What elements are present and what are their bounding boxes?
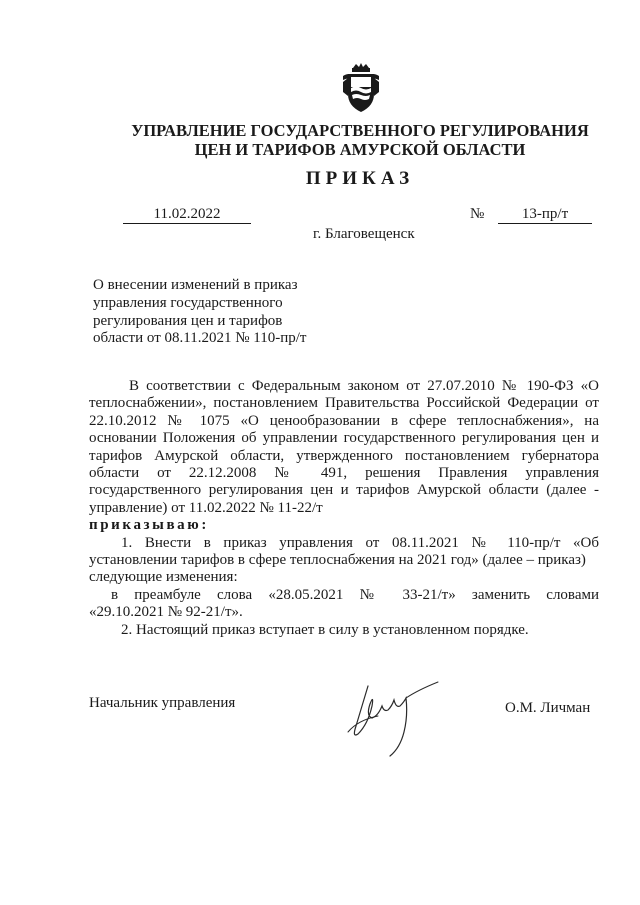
preamble-line: основании Положения об управлении государственного регулирования цен и bbox=[89, 430, 599, 447]
item-1-change-line: «29.10.2021 № 92-21/т». bbox=[89, 604, 243, 621]
coat-of-arms-icon bbox=[339, 62, 383, 114]
preamble-line: государственного регулирования цен и тарифов Амурской области (далее - bbox=[89, 482, 599, 499]
subject-block bbox=[93, 277, 306, 348]
preamble-line: тарифов Амурской области, утвержденного постановлением губернатора bbox=[89, 447, 599, 464]
signer-name: О.М. Личман bbox=[505, 700, 591, 716]
item-1-line: 1. Внести в приказ управления от 08.11.2021 № 110-пр/т «Об bbox=[121, 534, 599, 551]
subject-line: управления государственного bbox=[93, 294, 283, 311]
document-date: 11.02.2022 bbox=[123, 206, 251, 224]
item-1-line: следующие изменения: bbox=[89, 569, 238, 586]
authority-line-2: ЦЕН И ТАРИФОВ АМУРСКОЙ ОБЛАСТИ bbox=[194, 140, 526, 159]
document-body bbox=[89, 378, 599, 639]
subject-line: О внесении изменений в приказ bbox=[93, 277, 298, 293]
preamble-line: В соответствии с Федеральным законом от 27.07.2010 № 190-ФЗ «О bbox=[129, 378, 599, 394]
document-number: 13-пр/т bbox=[498, 206, 592, 224]
subject-line: регулирования цен и тарифов bbox=[93, 312, 283, 329]
preamble-line: области от 22.12.2008 № 491, решения Правления управления bbox=[89, 465, 599, 482]
item-2-line: 2. Настоящий приказ вступает в силу в установленном порядке. bbox=[121, 621, 529, 638]
preamble-line: теплоснабжении», постановлением Правительства Российской Федерации от bbox=[89, 395, 599, 412]
signer-title: Начальник управления bbox=[89, 695, 236, 711]
handwritten-signature bbox=[338, 676, 442, 760]
preamble-line: 22.10.2012 № 1075 «О ценообразовании в сфере теплоснабжения», на bbox=[89, 412, 599, 429]
document-type-heading: ПРИКАЗ bbox=[305, 168, 415, 189]
subject-line: области от 08.11.2021 № 110-пр/т bbox=[93, 330, 307, 347]
item-1-line: установлении тарифов в сфере теплоснабжения на 2021 год» (далее – приказ) bbox=[89, 552, 586, 569]
preamble-line: управление) от 11.02.2022 № 11-22/т bbox=[89, 499, 323, 516]
decree-word: приказываю: bbox=[89, 517, 209, 534]
city: г. Благовещенск bbox=[313, 226, 415, 242]
authority-line-1: УПРАВЛЕНИЕ ГОСУДАРСТВЕННОГО РЕГУЛИРОВАНИЯ bbox=[131, 121, 589, 140]
item-1-change-line: в преамбуле слова «28.05.2021 № 33-21/т» заменить словами bbox=[111, 586, 599, 603]
number-sign: № bbox=[470, 206, 485, 222]
